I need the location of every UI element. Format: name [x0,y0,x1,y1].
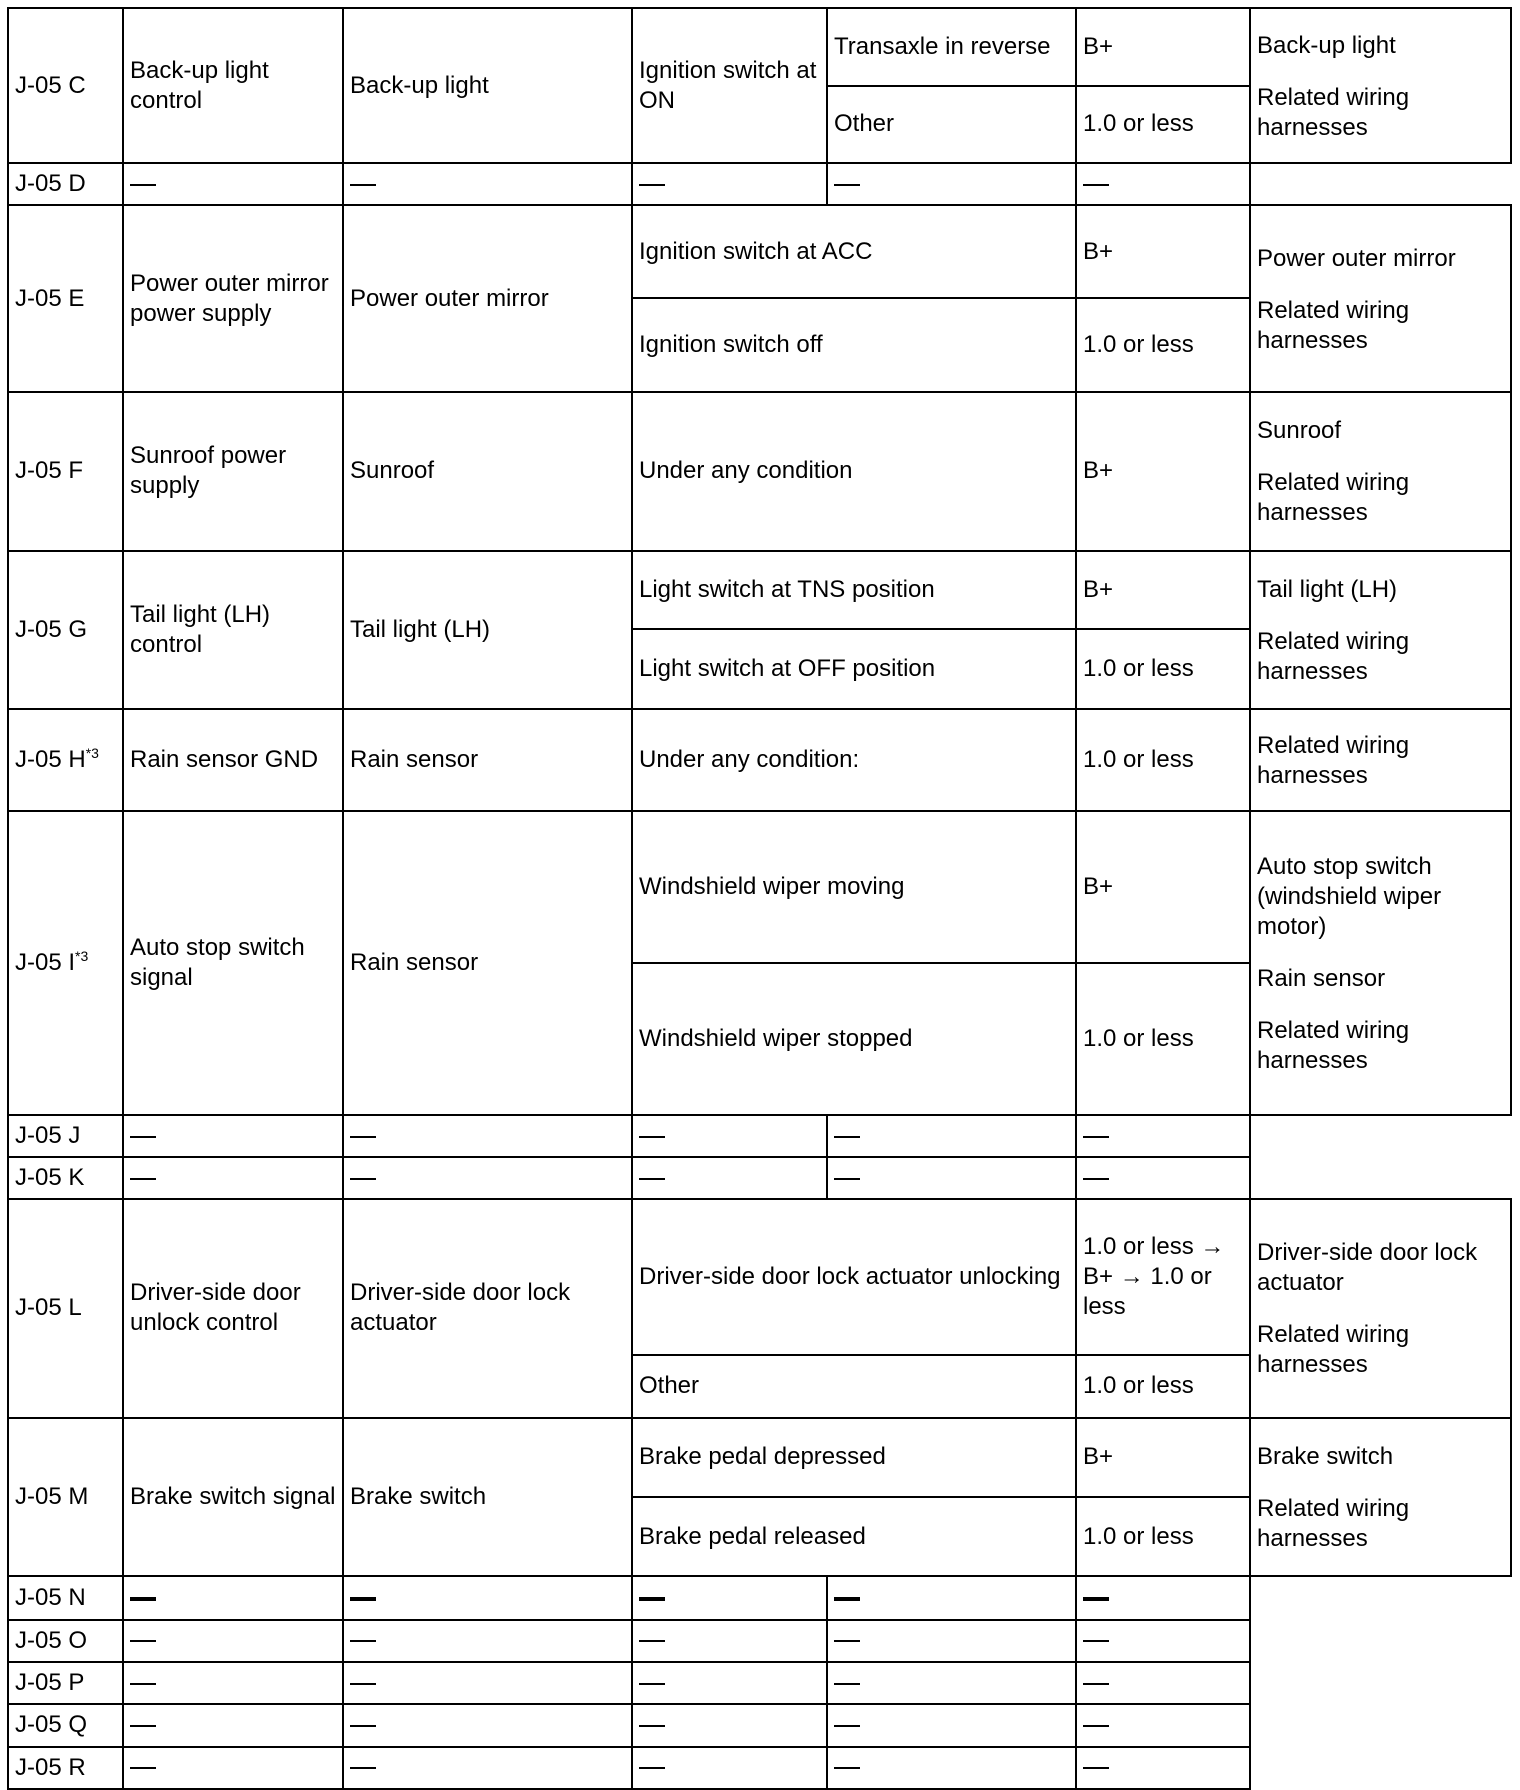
signal-cell [123,1620,343,1662]
inspection-item: Related wiring harnesses [1257,1494,1506,1554]
terminal-cell [8,8,123,163]
connected-to-cell [343,1157,632,1198]
inspection-item: Auto stop switch (windshield wiper motor) [1257,852,1506,942]
table-row [8,551,1511,630]
condition-cell: Brake pedal released [632,1497,1076,1577]
signal-cell [123,1157,343,1198]
dash-mark [1083,184,1109,186]
inspection-list [1257,244,1506,356]
terminal-cell: J-05 J [8,1115,123,1157]
terminal-label: J-05 G [15,615,88,643]
connected-to-cell [343,1576,632,1619]
inspection-item: Related wiring harnesses [1257,1320,1506,1380]
inspection-cell [1250,392,1511,551]
connected-to-cell [343,163,632,205]
terminal-cell: J-05 K [8,1157,123,1198]
terminal-cell [8,551,123,709]
voltage-cell [827,1115,1076,1157]
terminal-label: J-05 E [15,284,85,312]
dash-mark [834,1640,860,1642]
terminal-label: J-05 C [15,71,86,99]
voltage-cell: 1.0 or less [1076,298,1250,392]
table-row [8,1199,1511,1355]
voltage-cell [827,1576,1076,1619]
inspection-item: Brake switch [1257,1442,1506,1472]
voltage-cell: B+ [1076,392,1250,551]
condition-cell [632,1115,827,1157]
signal-cell [123,1576,343,1619]
inspection-list [1257,731,1506,791]
table-row [8,1620,1511,1662]
dash-mark [639,1136,665,1138]
dash-mark [130,1725,156,1727]
table-row [8,1662,1511,1704]
terminal-label: J-05 F [15,457,84,485]
connected-to-cell: Power outer mirror [343,205,632,391]
signal-cell: Driver-side door unlock control [123,1199,343,1419]
dash-mark [639,1597,665,1601]
voltage-cell [827,1620,1076,1662]
condition-cell [632,1747,827,1789]
inspection-list [1257,1238,1506,1380]
condition-main-cell: Ignition switch at ON [632,8,827,163]
dash-mark [834,1683,860,1685]
dash-mark [350,1725,376,1727]
signal-cell: Back-up light control [123,8,343,163]
voltage-cell [827,1747,1076,1789]
dash-mark [834,1767,860,1769]
table-row [8,811,1511,963]
terminal-cell: J-05 N [8,1576,123,1619]
inspection-item: Related wiring harnesses [1257,83,1506,143]
dash-mark [1083,1136,1109,1138]
condition-cell: Light switch at OFF position [632,629,1076,709]
table-row [8,1704,1511,1746]
connected-to-cell [343,1115,632,1157]
subcondition-cell: Other [827,86,1076,164]
footnote-ref: *3 [85,744,99,761]
dash-mark [350,1767,376,1769]
terminal-cell: J-05 P [8,1662,123,1704]
inspection-item: Power outer mirror [1257,244,1506,274]
dash-mark [1083,1683,1109,1685]
condition-cell: Ignition switch off [632,298,1076,392]
terminal-voltage-table [7,7,1512,1790]
inspection-list [1257,1442,1506,1554]
signal-cell: Rain sensor GND [123,709,343,811]
inspection-item: Related wiring harnesses [1257,731,1506,791]
dash-mark [1083,1725,1109,1727]
voltage-cell: 1.0 or less → B+ → 1.0 or less [1076,1199,1250,1355]
signal-cell: Auto stop switch signal [123,811,343,1115]
signal-cell [123,1115,343,1157]
voltage-cell: B+ [1076,1418,1250,1497]
voltage-cell: B+ [1076,811,1250,963]
signal-cell [123,1704,343,1746]
inspection-list [1257,575,1506,687]
table-row [8,709,1511,811]
connected-to-cell [343,1704,632,1746]
footnote-ref: *3 [75,947,89,964]
inspection-cell [1076,1704,1250,1746]
condition-cell [632,1662,827,1704]
inspection-cell [1250,1418,1511,1576]
dash-mark [834,1597,860,1601]
dash-mark [350,1178,376,1180]
condition-cell [632,1157,827,1198]
table-row [8,1115,1511,1157]
voltage-cell: B+ [1076,8,1250,86]
condition-cell: Light switch at TNS position [632,551,1076,630]
inspection-item: Related wiring harnesses [1257,627,1506,687]
terminal-cell: J-05 D [8,163,123,205]
signal-cell [123,1747,343,1789]
table-row [8,1418,1511,1497]
inspection-cell [1076,1662,1250,1704]
terminal-cell [8,1418,123,1576]
voltage-cell [827,1157,1076,1198]
dash-mark [130,1640,156,1642]
table-row [8,8,1511,86]
inspection-item: Driver-side door lock actuator [1257,1238,1506,1298]
dash-mark [639,184,665,186]
condition-cell: Ignition switch at ACC [632,205,1076,298]
dash-mark [1083,1640,1109,1642]
connected-to-cell: Brake switch [343,1418,632,1576]
dash-mark [130,184,156,186]
terminal-label: J-05 H [15,745,86,773]
voltage-cell: 1.0 or less [1076,1355,1250,1418]
inspection-cell [1250,1199,1511,1419]
terminal-cell: J-05 O [8,1620,123,1662]
dash-mark [639,1725,665,1727]
inspection-list [1257,416,1506,528]
signal-cell: Power outer mirror power supply [123,205,343,391]
connected-to-cell [343,1747,632,1789]
connected-to-cell: Rain sensor [343,709,632,811]
condition-cell [632,1704,827,1746]
inspection-cell [1076,163,1250,205]
dash-mark [350,1136,376,1138]
inspection-cell [1250,205,1511,391]
terminal-label: J-05 I [15,948,76,976]
inspection-cell [1250,8,1511,163]
inspection-item: Sunroof [1257,416,1506,446]
table-row [8,1576,1511,1619]
dash-mark [1083,1767,1109,1769]
voltage-cell [827,1662,1076,1704]
connected-to-cell: Tail light (LH) [343,551,632,709]
terminal-cell [8,811,123,1115]
condition-cell: Under any condition [632,392,1076,551]
table-row [8,163,1511,205]
dash-mark [1083,1178,1109,1180]
dash-mark [834,1136,860,1138]
dash-mark [130,1683,156,1685]
inspection-cell [1250,551,1511,709]
inspection-item: Related wiring harnesses [1257,468,1506,528]
dash-mark [639,1767,665,1769]
inspection-cell [1250,811,1511,1115]
connected-to-cell [343,1620,632,1662]
condition-cell: Under any condition: [632,709,1076,811]
inspection-item: Back-up light [1257,31,1506,61]
dash-mark [834,1725,860,1727]
condition-cell: Brake pedal depressed [632,1418,1076,1497]
condition-cell [632,1576,827,1619]
terminal-label: J-05 L [15,1294,82,1322]
dash-mark [130,1597,156,1601]
condition-cell [632,163,827,205]
table-row [8,1157,1511,1198]
condition-cell: Windshield wiper stopped [632,963,1076,1115]
dash-mark [1083,1597,1109,1601]
inspection-item: Related wiring harnesses [1257,296,1506,356]
voltage-cell [827,163,1076,205]
inspection-item: Related wiring harnesses [1257,1016,1506,1076]
voltage-cell: 1.0 or less [1076,963,1250,1115]
inspection-cell [1076,1157,1250,1198]
voltage-cell [827,1704,1076,1746]
dash-mark [350,1640,376,1642]
connected-to-cell: Driver-side door lock actuator [343,1199,632,1419]
terminal-cell: J-05 Q [8,1704,123,1746]
voltage-cell: 1.0 or less [1076,86,1250,164]
terminal-cell [8,392,123,551]
signal-cell [123,1662,343,1704]
voltage-cell: B+ [1076,205,1250,298]
voltage-cell: 1.0 or less [1076,709,1250,811]
dash-mark [639,1178,665,1180]
connected-to-cell: Back-up light [343,8,632,163]
inspection-cell [1250,709,1511,811]
condition-cell: Other [632,1355,1076,1418]
inspection-list [1257,852,1506,1076]
inspection-cell [1076,1620,1250,1662]
dash-mark [350,1683,376,1685]
inspection-item: Tail light (LH) [1257,575,1506,605]
dash-mark [130,1767,156,1769]
voltage-cell: 1.0 or less [1076,629,1250,709]
dash-mark [130,1136,156,1138]
dash-mark [639,1683,665,1685]
terminal-cell [8,1199,123,1419]
voltage-cell: 1.0 or less [1076,1497,1250,1577]
table-row [8,205,1511,298]
connected-to-cell: Sunroof [343,392,632,551]
voltage-cell: B+ [1076,551,1250,630]
dash-mark [350,184,376,186]
signal-cell: Sunroof power supply [123,392,343,551]
signal-cell [123,163,343,205]
connected-to-cell: Rain sensor [343,811,632,1115]
inspection-cell [1076,1747,1250,1789]
signal-cell: Brake switch signal [123,1418,343,1576]
subcondition-cell: Transaxle in reverse [827,8,1076,86]
dash-mark [834,184,860,186]
dash-mark [350,1597,376,1601]
signal-cell: Tail light (LH) control [123,551,343,709]
table-row [8,1747,1511,1789]
inspection-cell [1076,1576,1250,1619]
dash-mark [130,1178,156,1180]
dash-mark [639,1640,665,1642]
dash-mark [834,1178,860,1180]
terminal-cell [8,709,123,811]
inspection-cell [1076,1115,1250,1157]
connected-to-cell [343,1662,632,1704]
terminal-cell: J-05 R [8,1747,123,1789]
terminal-label: J-05 M [15,1483,89,1511]
condition-cell: Driver-side door lock actuator unlocking [632,1199,1076,1355]
table-row [8,392,1511,551]
condition-cell: Windshield wiper moving [632,811,1076,963]
inspection-item: Rain sensor [1257,964,1506,994]
terminal-cell [8,205,123,391]
inspection-list [1257,31,1506,143]
condition-cell [632,1620,827,1662]
